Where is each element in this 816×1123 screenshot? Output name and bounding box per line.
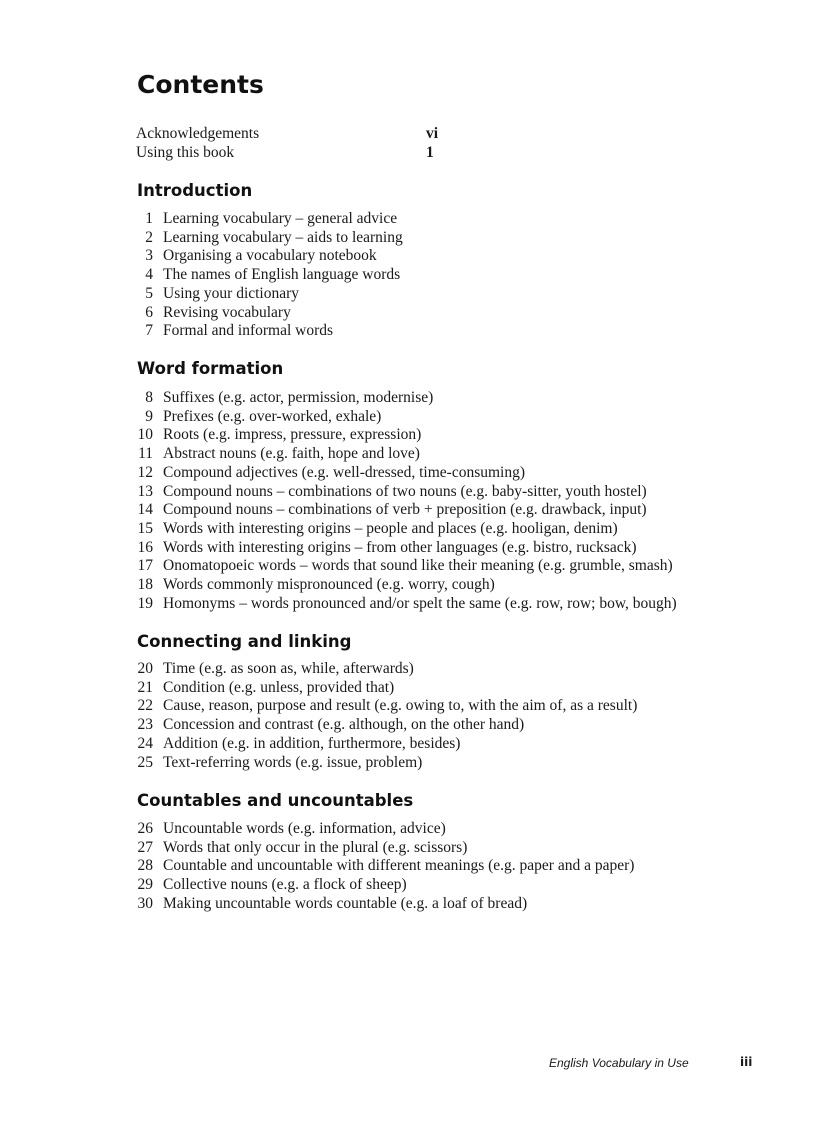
front-matter-label: Acknowledgements <box>136 125 260 142</box>
unit-number: 16 <box>137 538 153 556</box>
section-title-introduction: Introduction <box>137 181 253 200</box>
unit-number: 27 <box>137 838 153 856</box>
unit-list-introduction <box>130 210 403 341</box>
list-item <box>130 716 637 735</box>
unit-number: 10 <box>137 426 153 444</box>
page-title: Contents <box>137 70 264 99</box>
unit-title: Roots (e.g. impress, pressure, expression) <box>163 426 422 444</box>
list-item <box>130 697 637 716</box>
unit-number: 6 <box>145 303 153 321</box>
list-item <box>130 520 677 539</box>
front-matter-label: Using this book <box>136 144 235 161</box>
unit-title: Addition (e.g. in addition, furthermore, besides) <box>163 734 461 752</box>
list-item <box>130 895 634 914</box>
unit-title: Words that only occur in the plural (e.g. scissors) <box>163 838 468 856</box>
unit-number: 12 <box>137 463 153 481</box>
unit-title: Text-referring words (e.g. issue, problem) <box>163 753 423 771</box>
footer-book-title: English Vocabulary in Use <box>549 1056 689 1070</box>
unit-number: 30 <box>137 894 153 912</box>
unit-number: 17 <box>137 557 153 575</box>
unit-title: Words with interesting origins – people and places (e.g. hooligan, denim) <box>163 519 618 537</box>
unit-number: 4 <box>145 266 153 284</box>
unit-title: Organising a vocabulary notebook <box>163 247 377 265</box>
list-item <box>130 679 637 698</box>
unit-title: Condition (e.g. unless, provided that) <box>163 678 395 696</box>
list-item <box>130 595 677 614</box>
front-matter <box>136 124 446 162</box>
list-item <box>130 285 403 304</box>
unit-title: Making uncountable words countable (e.g. a loaf of bread) <box>163 894 528 912</box>
unit-title: Words commonly mispronounced (e.g. worry, cough) <box>163 576 495 594</box>
unit-number: 18 <box>137 576 153 594</box>
front-matter-page: vi <box>426 125 439 142</box>
unit-title: The names of English language words <box>163 266 401 284</box>
unit-title: Abstract nouns (e.g. faith, hope and love) <box>163 445 420 463</box>
unit-title: Prefixes (e.g. over-worked, exhale) <box>163 407 382 425</box>
list-item <box>130 876 634 895</box>
list-item <box>130 445 677 464</box>
list-item <box>130 389 677 408</box>
unit-number: 11 <box>138 445 153 463</box>
unit-number: 25 <box>137 753 153 771</box>
unit-title: Cause, reason, purpose and result (e.g. owing to, with the aim of, as a result) <box>163 697 638 715</box>
section-title-connecting-and-linking: Connecting and linking <box>137 632 352 651</box>
list-item <box>130 501 677 520</box>
list-item <box>130 322 403 341</box>
unit-number: 13 <box>137 482 153 500</box>
unit-number: 22 <box>137 697 153 715</box>
unit-number: 23 <box>137 716 153 734</box>
list-item <box>130 539 677 558</box>
unit-number: 26 <box>137 820 153 837</box>
unit-title: Formal and informal words <box>163 322 334 340</box>
unit-number: 21 <box>137 678 153 696</box>
unit-title: Onomatopoeic words – words that sound like their meaning (e.g. grumble, smash) <box>163 557 673 575</box>
section-title-word-formation: Word formation <box>137 359 284 378</box>
unit-title: Time (e.g. as soon as, while, afterwards) <box>163 660 414 677</box>
unit-title: Concession and contrast (e.g. although, on the other hand) <box>163 716 525 734</box>
list-item <box>130 735 637 754</box>
list-item <box>130 304 403 323</box>
section-title-countables-and-uncountables: Countables and uncountables <box>137 791 414 810</box>
front-matter-row <box>136 124 446 143</box>
unit-number: 3 <box>145 247 153 265</box>
unit-title: Learning vocabulary – aids to learning <box>163 228 403 246</box>
unit-title: Using your dictionary <box>163 284 300 302</box>
unit-number: 14 <box>137 501 153 519</box>
unit-number: 24 <box>137 734 153 752</box>
list-item <box>130 408 677 427</box>
unit-number: 2 <box>145 228 153 246</box>
unit-title: Suffixes (e.g. actor, permission, modernise) <box>163 389 434 406</box>
front-matter-row <box>136 143 446 162</box>
list-item <box>130 426 677 445</box>
unit-number: 19 <box>137 594 153 612</box>
list-item <box>130 660 637 679</box>
list-item <box>130 210 403 229</box>
unit-number: 20 <box>137 660 153 677</box>
unit-title: Collective nouns (e.g. a flock of sheep) <box>163 876 407 894</box>
list-item <box>130 576 677 595</box>
unit-number: 5 <box>145 284 153 302</box>
list-item <box>130 820 634 839</box>
unit-title: Compound adjectives (e.g. well-dressed, time-consuming) <box>163 463 526 481</box>
front-matter-page: 1 <box>426 144 434 161</box>
unit-number: 28 <box>137 857 153 875</box>
unit-list-connecting-and-linking <box>130 660 637 772</box>
unit-number: 7 <box>145 322 153 340</box>
unit-list-word-formation <box>130 389 677 613</box>
unit-number: 15 <box>137 519 153 537</box>
unit-title: Compound nouns – combinations of verb + preposition (e.g. drawback, input) <box>163 501 647 519</box>
unit-list-countables-and-uncountables <box>130 820 634 914</box>
unit-number: 8 <box>145 389 153 406</box>
unit-title: Revising vocabulary <box>163 303 291 321</box>
footer-page-number: iii <box>740 1055 753 1069</box>
list-item <box>130 266 403 285</box>
list-item <box>130 857 634 876</box>
unit-title: Countable and uncountable with different meanings (e.g. paper and a paper) <box>163 857 635 875</box>
unit-number: 29 <box>137 876 153 894</box>
unit-title: Compound nouns – combinations of two nouns (e.g. baby-sitter, youth hostel) <box>163 482 647 500</box>
list-item <box>130 839 634 858</box>
unit-title: Uncountable words (e.g. information, advice) <box>163 820 446 837</box>
unit-title: Homonyms – words pronounced and/or spelt the same (e.g. row, row; bow, bough) <box>163 594 677 612</box>
list-item <box>130 483 677 502</box>
unit-number: 1 <box>145 210 153 227</box>
list-item <box>130 557 677 576</box>
list-item <box>130 754 637 773</box>
unit-title: Learning vocabulary – general advice <box>163 210 398 227</box>
list-item <box>130 247 403 266</box>
list-item <box>130 464 677 483</box>
list-item <box>130 229 403 248</box>
unit-number: 9 <box>145 407 153 425</box>
unit-title: Words with interesting origins – from other languages (e.g. bistro, rucksack) <box>163 538 637 556</box>
